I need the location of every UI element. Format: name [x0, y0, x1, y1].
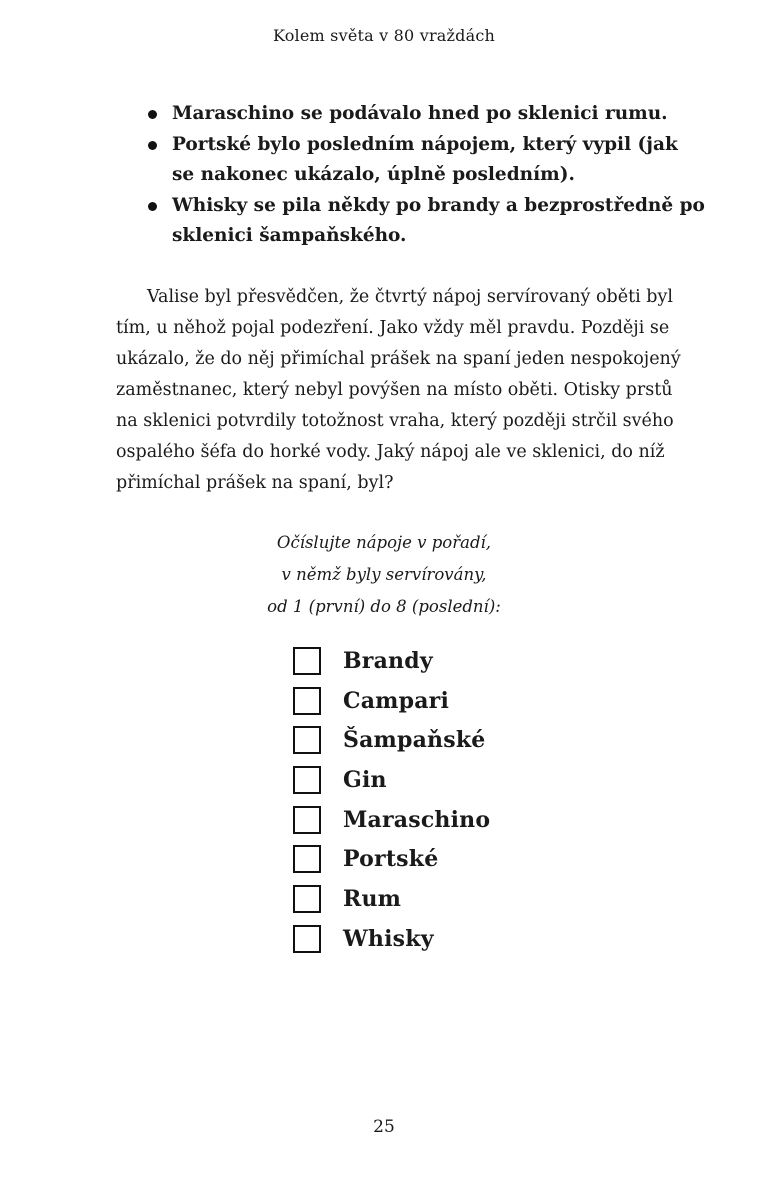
number-box[interactable] — [293, 647, 321, 675]
number-box[interactable] — [293, 806, 321, 834]
instruction-line: od 1 (první) do 8 (poslední): — [267, 597, 501, 616]
drink-item — [293, 681, 490, 721]
number-box[interactable] — [293, 726, 321, 754]
clue-text: Maraschino se podávalo hned po sklenici rumu. — [172, 103, 668, 124]
clue-text: Portské bylo posledním nápojem, který vypil (jak se nakonec ukázalo, úplně posledním). — [172, 133, 678, 185]
drink-label: Portské — [343, 846, 439, 873]
page-number: 25 — [373, 1117, 395, 1137]
drink-item — [293, 879, 490, 919]
drink-item — [293, 800, 490, 840]
drink-checklist — [293, 641, 490, 959]
drink-label: Whisky — [343, 925, 434, 952]
drink-item — [293, 641, 490, 681]
bullet-icon — [148, 202, 157, 211]
instruction — [0, 527, 768, 623]
number-box[interactable] — [293, 687, 321, 715]
instruction-line: v němž byly servírovány, — [281, 565, 487, 584]
clue-text: Whisky se pila někdy po brandy a bezprostředně po sklenici šampaňského. — [172, 194, 705, 246]
clue-list — [146, 99, 706, 252]
drink-item — [293, 919, 490, 959]
clue-item — [146, 99, 706, 130]
bullet-icon — [148, 110, 157, 119]
clue-item — [146, 130, 706, 191]
number-box[interactable] — [293, 845, 321, 873]
instruction-line: Očíslujte nápoje v pořadí, — [276, 533, 492, 552]
running-header: Kolem světa v 80 vraždách — [272, 26, 496, 45]
drink-label: Brandy — [343, 647, 433, 674]
drink-label: Šampaňské — [343, 727, 486, 754]
drink-label: Maraschino — [343, 806, 491, 833]
drink-label: Rum — [343, 885, 402, 912]
number-box[interactable] — [293, 925, 321, 953]
clue-item — [146, 191, 706, 252]
drink-label: Gin — [343, 766, 387, 793]
body-paragraph: Valise byl přesvědčen, že čtvrtý nápoj servírovaný oběti byl tím, u něhož pojal podezření. Jako vždy měl pravdu. Později se ukázalo, že do něj přimíchal prášek na spaní jeden nespokojený zaměstnanec, který nebyl povýšen na místo oběti. Otisky prstů na sklenici potvrdily totožnost vraha, který později strčil svého ospalého šéfa do horké vody. Jaký nápoj ale ve sklenici, do níž přimíchal prášek na spaní, byl? — [116, 287, 681, 493]
drink-item — [293, 839, 490, 879]
drink-item — [293, 720, 490, 760]
bullet-icon — [148, 141, 157, 150]
number-box[interactable] — [293, 766, 321, 794]
drink-label: Campari — [343, 687, 450, 714]
number-box[interactable] — [293, 885, 321, 913]
drink-item — [293, 760, 490, 800]
